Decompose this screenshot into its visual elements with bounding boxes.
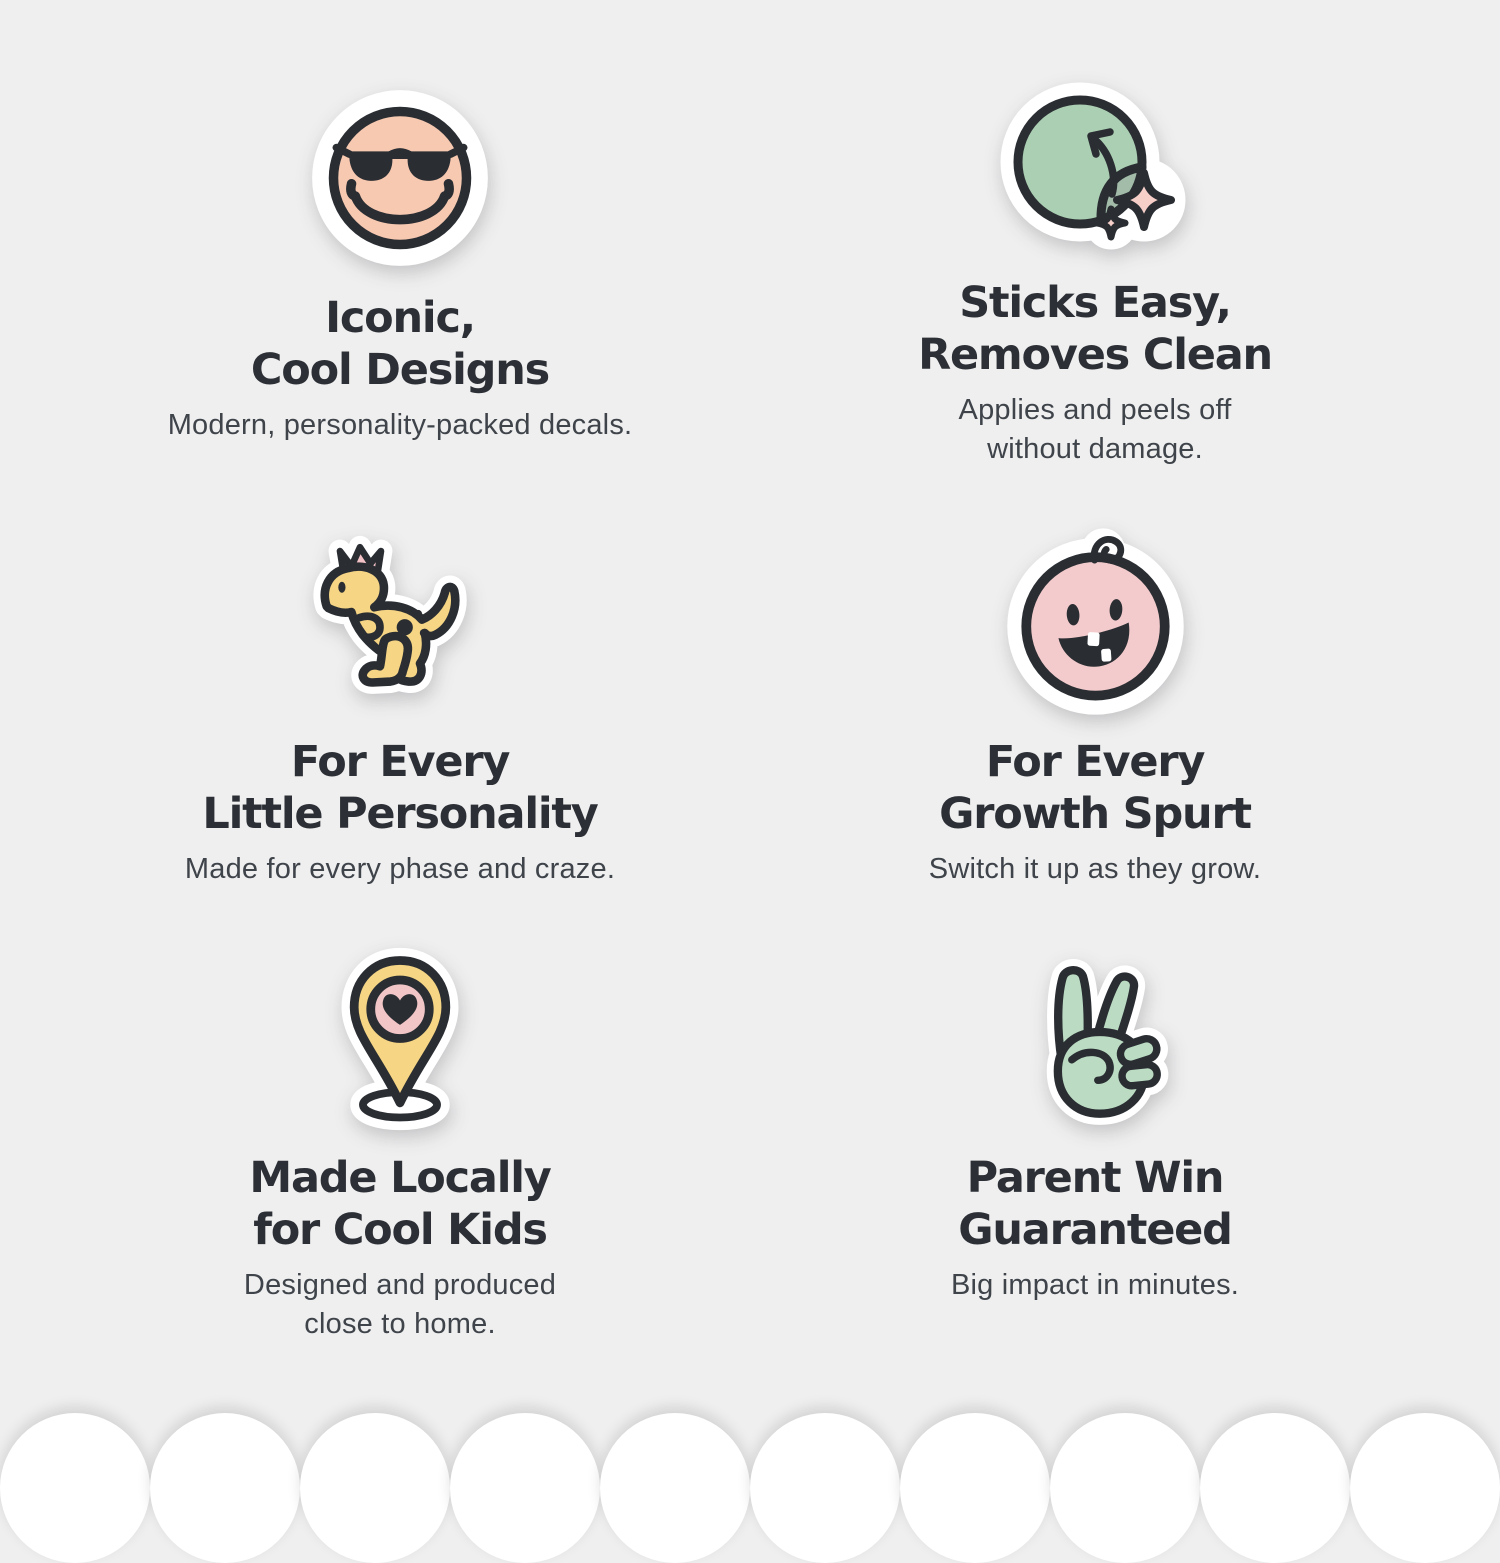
feature-description: Switch it up as they grow. <box>928 853 1262 885</box>
icon-box <box>317 938 483 1138</box>
scallop-bump <box>300 1413 450 1563</box>
feature-title: Made Locally for Cool Kids <box>249 1153 551 1255</box>
scallop-bump <box>900 1413 1050 1563</box>
feature-every-growth-spurt <box>720 460 1470 900</box>
scallop-bump <box>750 1413 900 1563</box>
scallop-bump <box>1050 1413 1200 1563</box>
icon-box <box>300 522 500 722</box>
feature-title: Parent Win Guaranteed <box>958 1153 1232 1255</box>
icon-box <box>1016 938 1174 1138</box>
scallop-bump <box>1200 1413 1350 1563</box>
crowned-dinosaur-sticker-icon <box>300 532 500 713</box>
feature-description: Applies and peels off without damage. <box>958 394 1232 465</box>
icon-box <box>305 78 495 278</box>
feature-description: Made for every phase and craze. <box>184 853 616 885</box>
icon-box <box>998 522 1193 722</box>
feature-title: For Every Growth Spurt <box>939 737 1251 839</box>
scallop-bump <box>600 1413 750 1563</box>
feature-made-locally <box>25 900 775 1360</box>
feature-title: For Every Little Personality <box>202 737 598 839</box>
scallop-bump <box>0 1413 150 1563</box>
feature-title: Iconic, Cool Designs <box>250 293 550 395</box>
peeling-sticker-icon <box>998 78 1193 263</box>
sunglasses-smiley-sticker-icon <box>305 83 495 273</box>
feature-every-little-personality <box>25 460 775 900</box>
peace-hand-sticker-icon <box>1016 941 1174 1136</box>
scallop-bump <box>150 1413 300 1563</box>
scallop-bump <box>1350 1413 1500 1563</box>
feature-description: Modern, personality-packed decals. <box>167 409 633 441</box>
feature-parent-win <box>720 900 1470 1360</box>
feature-title: Sticks Easy, Removes Clean <box>918 278 1272 380</box>
scallop-bump <box>450 1413 600 1563</box>
feature-sticks-easy-removes-clean <box>720 0 1470 465</box>
location-pin-heart-sticker-icon <box>317 941 483 1136</box>
icon-box <box>998 78 1193 263</box>
feature-iconic-cool-designs <box>25 0 775 460</box>
baby-face-sticker-icon <box>998 525 1193 720</box>
feature-description: Big impact in minutes. <box>950 1269 1240 1301</box>
feature-description: Designed and produced close to home. <box>243 1269 557 1340</box>
